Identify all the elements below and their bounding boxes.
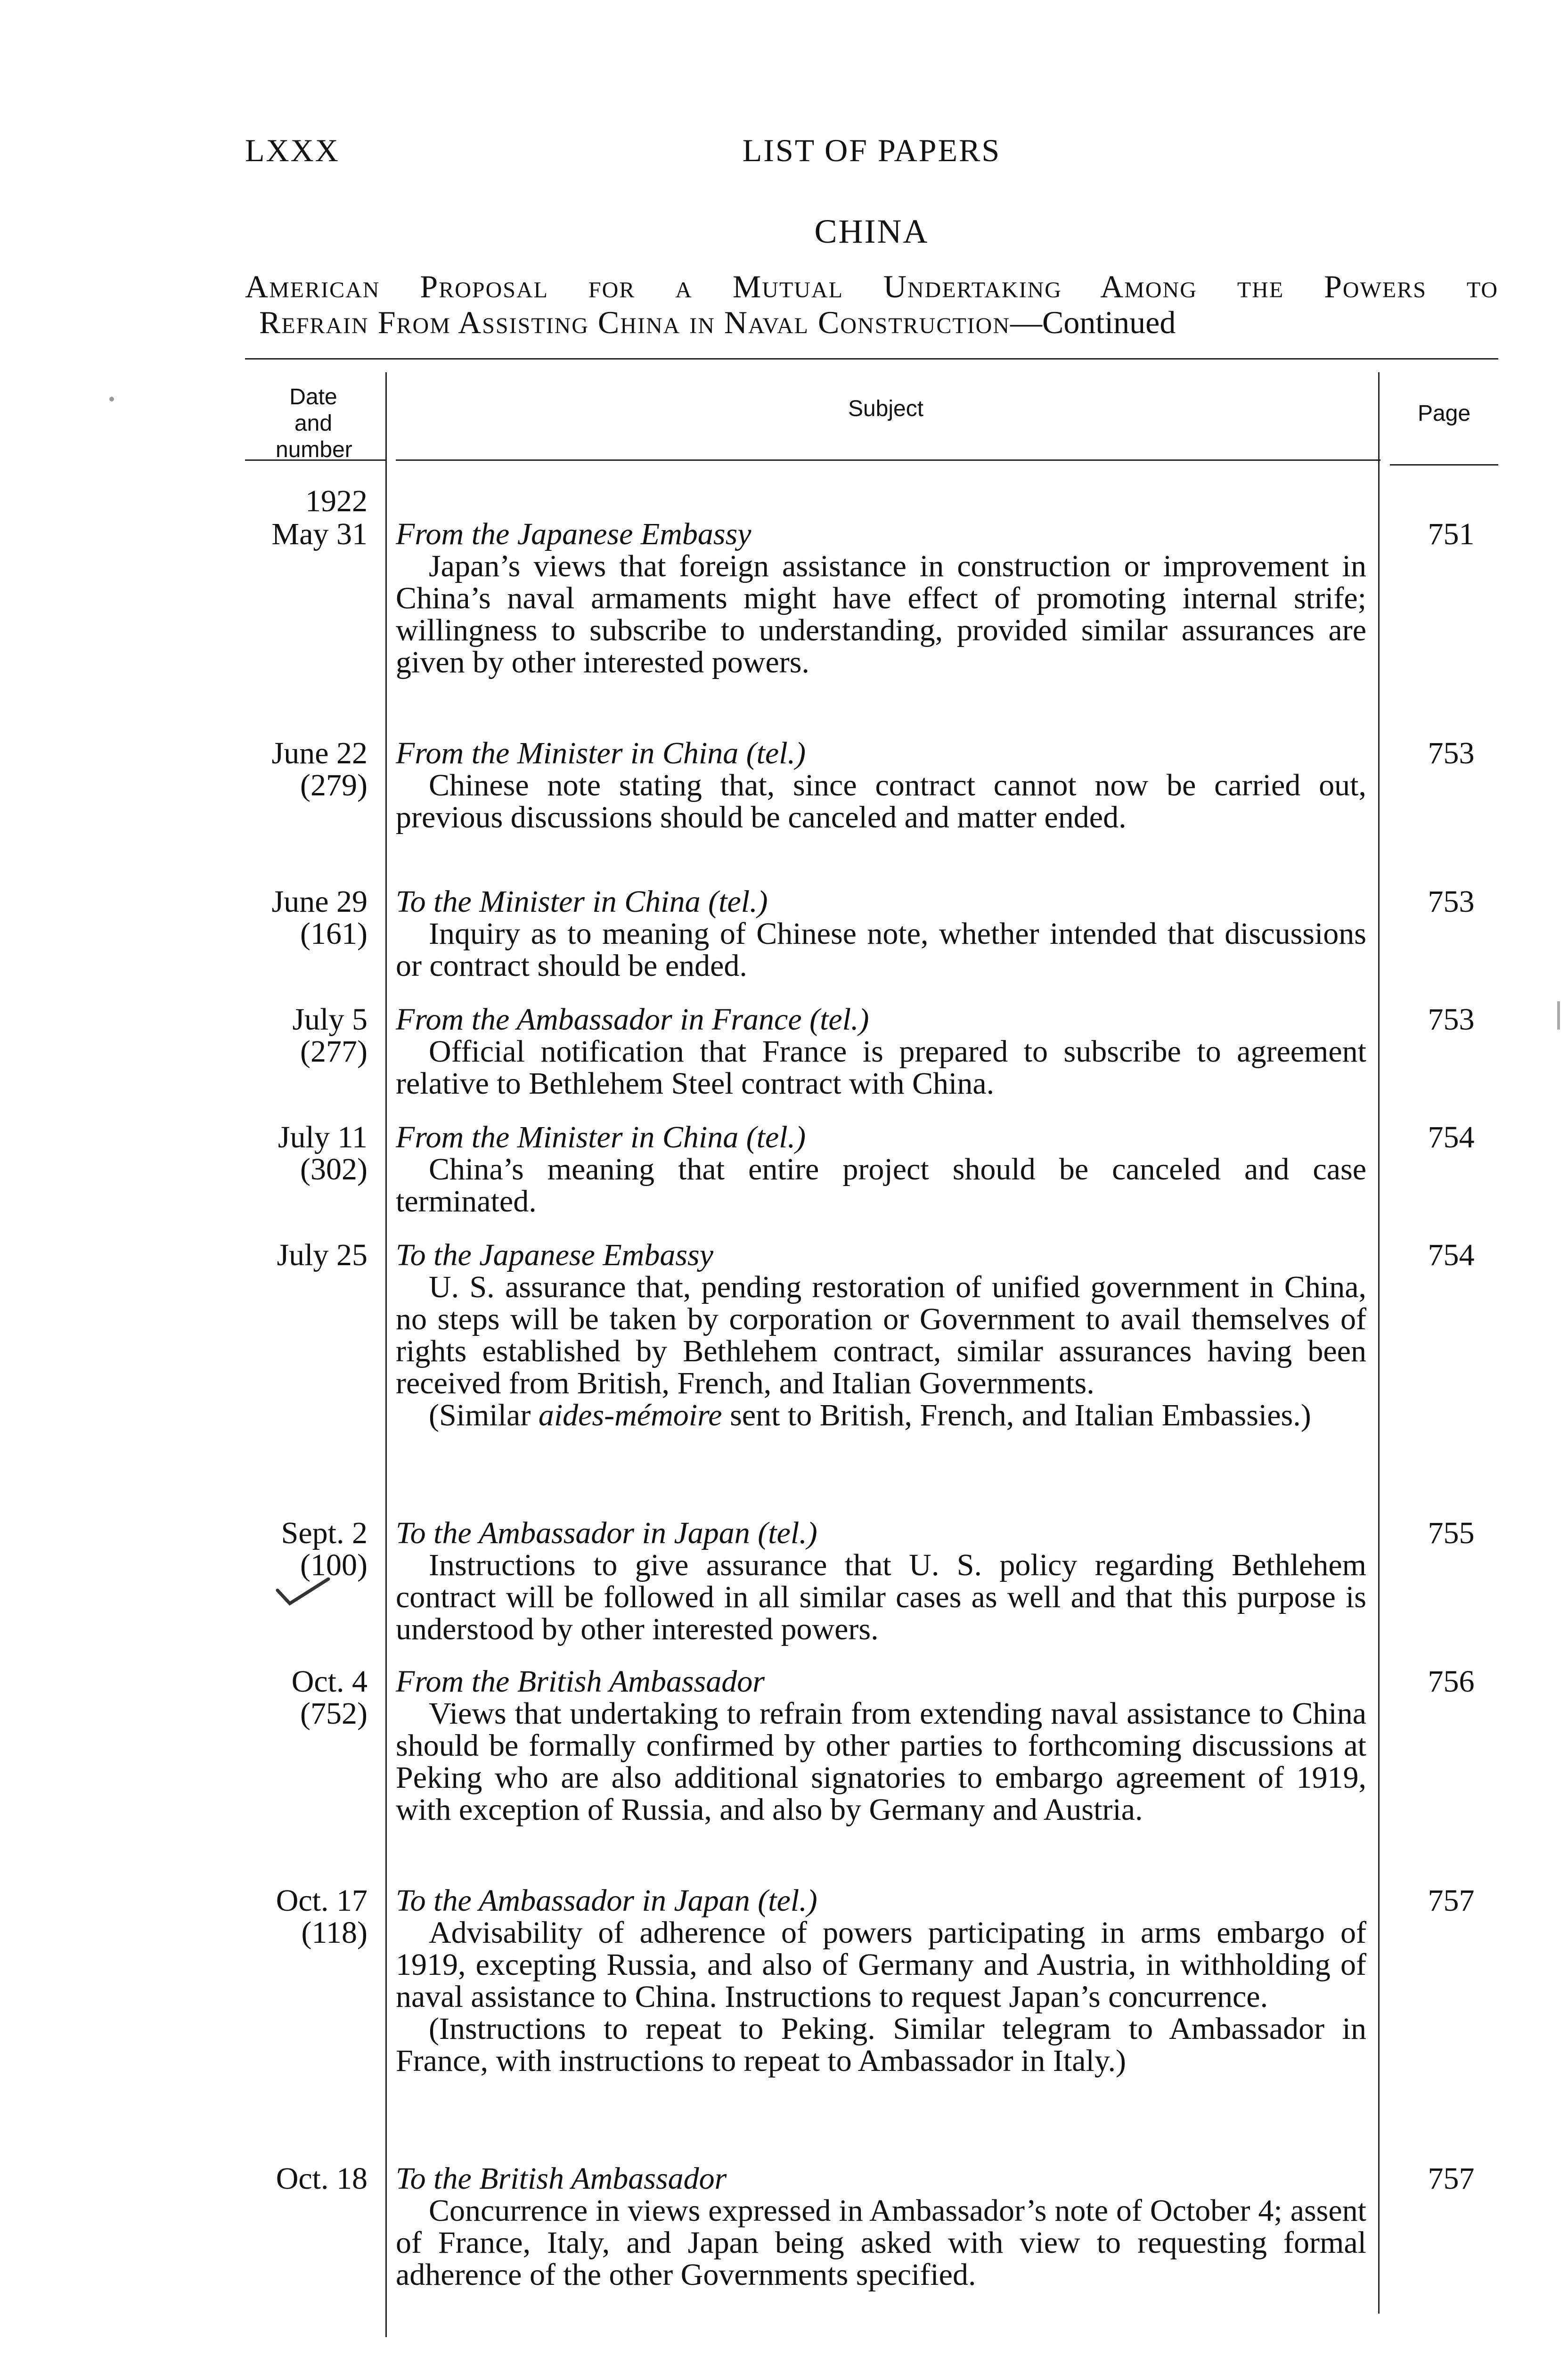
entry-summary: Instructions to give assurance that U. S. policy regarding Bethlehem contract will be followed in all similar cases as well and that this purpose is understood by other interested powers.: [396, 1548, 1366, 1646]
entry-number: (100): [300, 1548, 368, 1582]
entry-date-text: May 31: [271, 517, 368, 551]
list-item: [396, 737, 1366, 834]
list-item: [396, 1666, 1366, 1826]
entry-date-text: July 25: [277, 1238, 368, 1272]
entry-page: 754: [1428, 1238, 1475, 1272]
entry-date: [236, 518, 368, 550]
entry-date-text: Oct. 17: [276, 1883, 368, 1918]
header-rule-page: [1390, 464, 1498, 466]
entry-note: (Instructions to repeat to Peking. Similar telegram to Ambassador in France, with instructions to repeat to Ambassador in Italy.): [396, 2012, 1366, 2078]
entry-number: (277): [300, 1034, 368, 1069]
entry-date-text: Oct. 4: [291, 1664, 368, 1699]
entry-number: (279): [300, 768, 368, 802]
subsection-heading-line-1: American Proposal for a Mutual Undertaking Among the Powers to: [245, 269, 1498, 304]
handwritten-check-mark: [276, 1576, 332, 1609]
list-item: [396, 1004, 1366, 1100]
entry-sender: From the Minister in China (tel.): [396, 1120, 806, 1154]
table-top-rule: [245, 358, 1498, 360]
column-header-page: Page: [1417, 401, 1471, 426]
subsection-heading-line-2: [245, 304, 1498, 340]
scan-speck: [109, 397, 114, 401]
entry-sender: To the Japanese Embassy: [396, 1238, 713, 1272]
entry-summary: U. S. assurance that, pending restoration of unified government in China, no steps will be taken by corporation or Government to avail themselves of rights established by Bethlehem contract, similar assurances having been received from British, French, and Italian Governments.: [396, 1270, 1366, 1400]
running-head: [245, 132, 1498, 174]
entry-page: 753: [1428, 1002, 1475, 1037]
entry-sender: From the British Ambassador: [396, 1664, 765, 1699]
entry-number: (752): [300, 1696, 368, 1731]
entry-page: 754: [1428, 1120, 1475, 1154]
entry-date: [236, 1121, 368, 1186]
entry-note-text-end: sent to British, French, and Italian Embassies.): [722, 1398, 1311, 1432]
list-item: [396, 2163, 1366, 2291]
column-divider-left: [385, 372, 387, 2337]
entry-number: (118): [301, 1915, 368, 1950]
column-header-date-label: Date and number: [276, 384, 352, 462]
entry-page: 753: [1428, 884, 1475, 919]
subsection-heading: [245, 269, 1498, 340]
entry-summary: China’s meaning that entire project should be canceled and case terminated.: [396, 1152, 1366, 1219]
entry-note: [396, 1399, 1366, 1432]
page-number: LXXX: [245, 132, 340, 168]
list-item: [396, 518, 1366, 679]
subsection-heading-caps: Refrain From Assisting China in Naval Construction: [259, 304, 1010, 340]
column-header-subject: Subject: [848, 396, 924, 421]
entry-number: (302): [300, 1152, 368, 1186]
entry-date-text: Sept. 2: [281, 1516, 368, 1550]
list-item: [396, 1239, 1366, 1432]
entry-sender: From the Japanese Embassy: [396, 517, 751, 551]
entry-date-text: June 22: [271, 736, 368, 770]
entry-summary: Inquiry as to meaning of Chinese note, whether intended that discussions or contract should be ended.: [396, 916, 1366, 983]
entry-page: 757: [1428, 1883, 1475, 1918]
entry-date: [236, 1004, 368, 1068]
entry-date: [236, 1885, 368, 1949]
running-title: LIST OF PAPERS: [742, 132, 1001, 168]
subsection-heading-suffix: —Continued: [1010, 304, 1176, 340]
section-title: CHINA: [814, 213, 929, 250]
column-divider-right: [1378, 372, 1380, 2314]
entry-date: [236, 2163, 368, 2195]
entry-summary: Concurrence in views expressed in Ambassador’s note of October 4; assent of France, Italy, and Japan being asked with view to requesting formal adherence of the other Governments specified.: [396, 2193, 1366, 2292]
entry-sender: To the Ambassador in Japan (tel.): [396, 1883, 817, 1918]
entry-date-text: Oct. 18: [276, 2161, 368, 2196]
entry-number: (161): [300, 916, 368, 951]
entry-date-text: July 11: [278, 1120, 368, 1154]
entry-page: 753: [1428, 736, 1475, 770]
entry-date: [236, 1517, 368, 1581]
entry-date: [236, 737, 368, 802]
year-label: 1922: [305, 484, 368, 518]
entry-sender: To the British Ambassador: [396, 2161, 727, 2196]
list-item: [396, 1885, 1366, 2077]
entry-sender: From the Ambassador in France (tel.): [396, 1002, 869, 1037]
column-header-date: [245, 384, 382, 463]
entry-date-text: July 5: [292, 1002, 368, 1037]
entry-note-italic: aides-mémoire: [538, 1398, 722, 1432]
entry-date-text: June 29: [271, 884, 368, 919]
list-item: [396, 1121, 1366, 1218]
entry-page: 757: [1428, 2161, 1475, 2196]
entry-sender: From the Minister in China (tel.): [396, 736, 806, 770]
list-item: [396, 1517, 1366, 1645]
entry-date: [236, 1666, 368, 1730]
entry-note-text: (Similar: [429, 1398, 539, 1432]
entry-summary: Japan’s views that foreign assistance in construction or improvement in China’s naval armaments might have effect of promoting internal strife; willingness to subscribe to understanding, provided similar assurances are given by other interested powers.: [396, 549, 1366, 679]
entry-date: [236, 1239, 368, 1271]
entry-summary: Views that undertaking to refrain from extending naval assistance to China should be formally confirmed by other parties to forthcoming discussions at Peking who are also additional signatories to embargo agreement of 1919, with exception of Russia, and also by Germany and Austria.: [396, 1696, 1366, 1827]
entry-sender: To the Ambassador in Japan (tel.): [396, 1516, 817, 1550]
entry-page: 751: [1428, 517, 1475, 551]
entry-summary: Chinese note stating that, since contract cannot now be carried out, previous discussions should be canceled and matter ended.: [396, 768, 1366, 834]
header-rule-subject: [396, 459, 1380, 461]
entry-date: [236, 886, 368, 950]
entry-summary: Advisability of adherence of powers participating in arms embargo of 1919, excepting Russia, and also of Germany and Austria, in withholding of naval assistance to China. Instructions to request Japan’s concurrence.: [396, 1915, 1366, 2014]
list-item: [396, 886, 1366, 982]
entry-summary: Official notification that France is prepared to subscribe to agreement relative to Bethlehem Steel contract with China.: [396, 1034, 1366, 1101]
entry-page: 755: [1428, 1516, 1475, 1550]
entry-page: 756: [1428, 1664, 1475, 1699]
entry-sender: To the Minister in China (tel.): [396, 884, 768, 919]
scan-edge-mark: [1557, 1001, 1560, 1030]
